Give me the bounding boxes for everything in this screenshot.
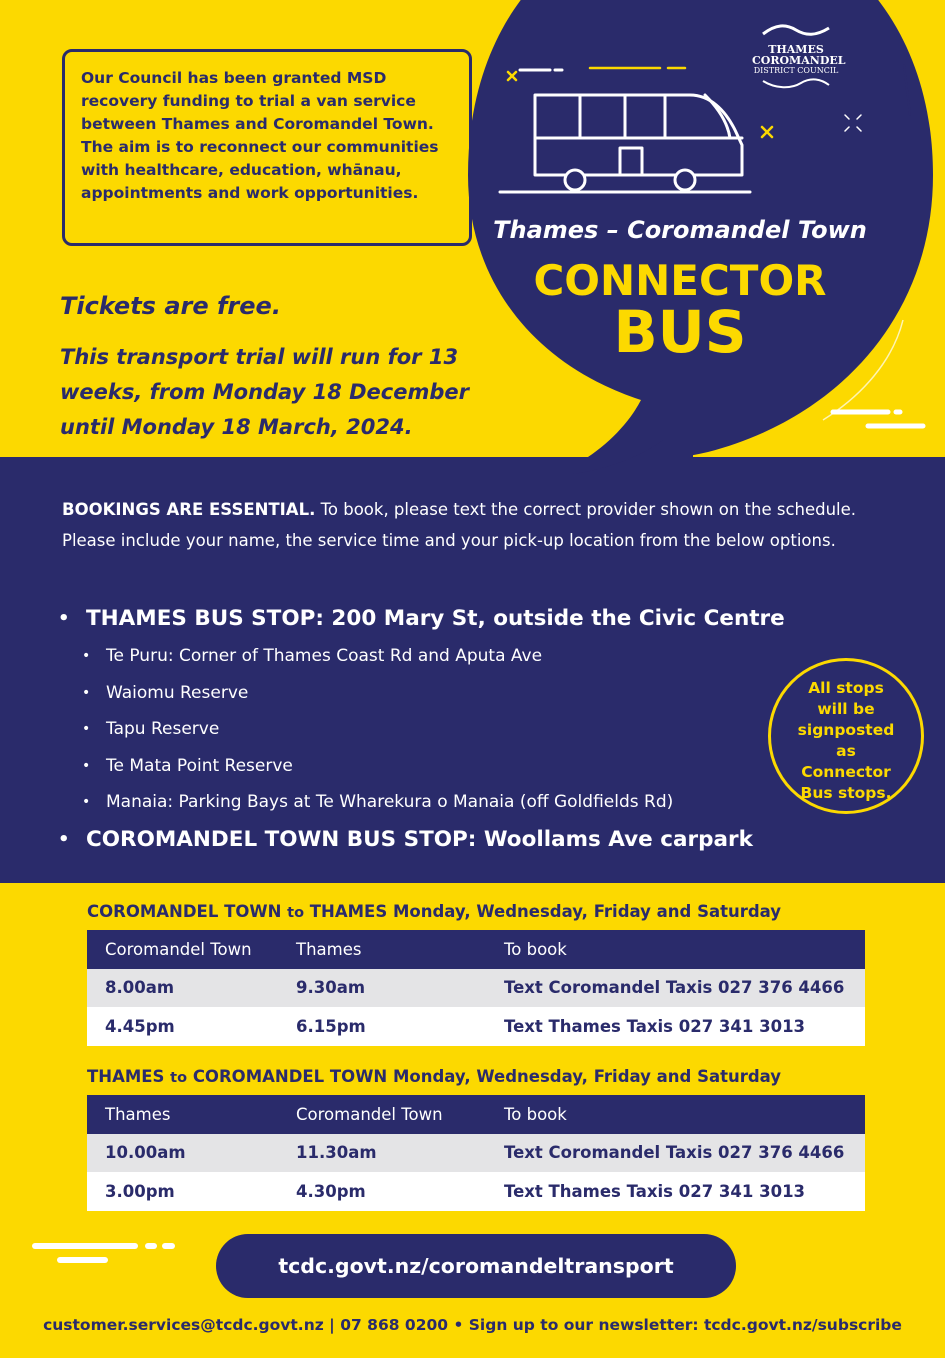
- table-row: [87, 969, 865, 1008]
- timetable-2-title: [87, 1067, 781, 1086]
- column-header: Thames: [105, 1104, 171, 1124]
- timetable-1-title: [87, 902, 781, 921]
- column-header: Thames: [296, 939, 362, 959]
- table-row: [87, 1134, 865, 1173]
- intro-box: Our Council has been granted MSD recovery funding to trial a van service between Thames and Coromandel Town. The aim is to reconnect our communities with healthcare, education, whānau, appointments and work opportunities.: [62, 49, 472, 246]
- arrival-time: 4.30pm: [296, 1181, 366, 1201]
- tt2-to-word: to: [170, 1070, 188, 1086]
- stops-list: [58, 600, 785, 859]
- title-bus: BUS: [613, 298, 747, 366]
- tickets-free: Tickets are free.: [60, 292, 281, 320]
- column-header: Coromandel Town: [105, 939, 252, 959]
- tt1-from: COROMANDEL TOWN: [87, 902, 282, 921]
- council-logo: [752, 24, 846, 95]
- tt1-to-word: to: [287, 905, 305, 921]
- departure-time: 4.45pm: [105, 1016, 175, 1036]
- tt2-from: THAMES: [87, 1067, 165, 1086]
- signpost-note: [768, 658, 924, 814]
- booking-text: [62, 494, 892, 556]
- column-header: To book: [504, 939, 567, 959]
- logo-line-2: COROMANDEL: [752, 54, 846, 67]
- table-header: [87, 930, 865, 969]
- list-item: • Waiomu Reserve: [58, 675, 785, 712]
- tt2-days: Monday, Wednesday, Friday and Saturday: [392, 1067, 782, 1086]
- list-item: • Te Mata Point Reserve: [58, 748, 785, 785]
- title-connector: CONNECTOR: [533, 256, 827, 305]
- wave-logo-icon: [761, 24, 831, 40]
- speed-lines-icon: [30, 1238, 180, 1268]
- route-title: Thames – Coromandel Town: [493, 216, 867, 244]
- column-header: Coromandel Town: [296, 1104, 443, 1124]
- table-row: [87, 1007, 865, 1046]
- tt2-dest: COROMANDEL TOWN: [192, 1067, 388, 1086]
- signpost-note-text: All stops will be signposted as Connector Bus stops.: [797, 679, 895, 802]
- booking-lead: BOOKINGS ARE ESSENTIAL.: [62, 500, 316, 519]
- table-row: [87, 1172, 865, 1211]
- departure-time: 3.00pm: [105, 1181, 175, 1201]
- bubble-tail: [573, 440, 693, 480]
- timetable-1: [87, 930, 865, 1046]
- arrival-time: 6.15pm: [296, 1016, 366, 1036]
- trial-period: This transport trial will run for 13 weeks, from Monday 18 December until Monday 18 March, 2024.: [60, 345, 469, 439]
- tt1-days: Monday, Wednesday, Friday and Saturday: [392, 902, 782, 921]
- list-item: • Te Puru: Corner of Thames Coast Rd and Aputa Ave: [58, 638, 785, 675]
- sparkle-icon: [760, 125, 774, 139]
- thames-bus-stop: • THAMES BUS STOP: 200 Mary St, outside the Civic Centre: [58, 600, 785, 638]
- arrival-time: 11.30am: [296, 1143, 377, 1163]
- list-item: • Tapu Reserve: [58, 711, 785, 748]
- wave-logo-icon: [761, 77, 831, 91]
- bus-icon: [490, 50, 760, 200]
- list-item: • Manaia: Parking Bays at Te Wharekura o Manaia (off Goldfields Rd): [58, 784, 785, 821]
- booking-contact: Text Coromandel Taxis 027 376 4466: [504, 978, 845, 998]
- arrival-time: 9.30am: [296, 978, 366, 998]
- table-header: [87, 1095, 865, 1134]
- column-header: To book: [504, 1104, 567, 1124]
- coromandel-bus-stop: • COROMANDEL TOWN BUS STOP: Woollams Ave carpark: [58, 821, 785, 859]
- motion-lines-icon: [900, 60, 920, 120]
- booking-instructions: To book, please text the correct provider shown on the schedule. Please include your name, the service time and your pick-up location from the below options.: [62, 500, 857, 550]
- logo-line-1: THAMES: [768, 43, 824, 56]
- logo-line-3: DISTRICT COUNCIL: [753, 66, 839, 75]
- booking-contact: Text Thames Taxis 027 341 3013: [504, 1181, 806, 1201]
- timetable-2: [87, 1095, 865, 1211]
- booking-contact: Text Thames Taxis 027 341 3013: [504, 1016, 806, 1036]
- sparkle-icon: [843, 113, 863, 133]
- departure-time: 8.00am: [105, 978, 175, 998]
- booking-contact: Text Coromandel Taxis 027 376 4466: [504, 1143, 845, 1163]
- speed-lines-icon: [828, 404, 928, 434]
- departure-time: 10.00am: [105, 1143, 186, 1163]
- footer-contact: customer.services@tcdc.govt.nz | 07 868 0200 • Sign up to our newsletter: tcdc.govt.nz/subscribe: [43, 1316, 902, 1334]
- tt1-dest: THAMES: [309, 902, 388, 921]
- website-link[interactable]: tcdc.govt.nz/coromandeltransport: [216, 1234, 736, 1298]
